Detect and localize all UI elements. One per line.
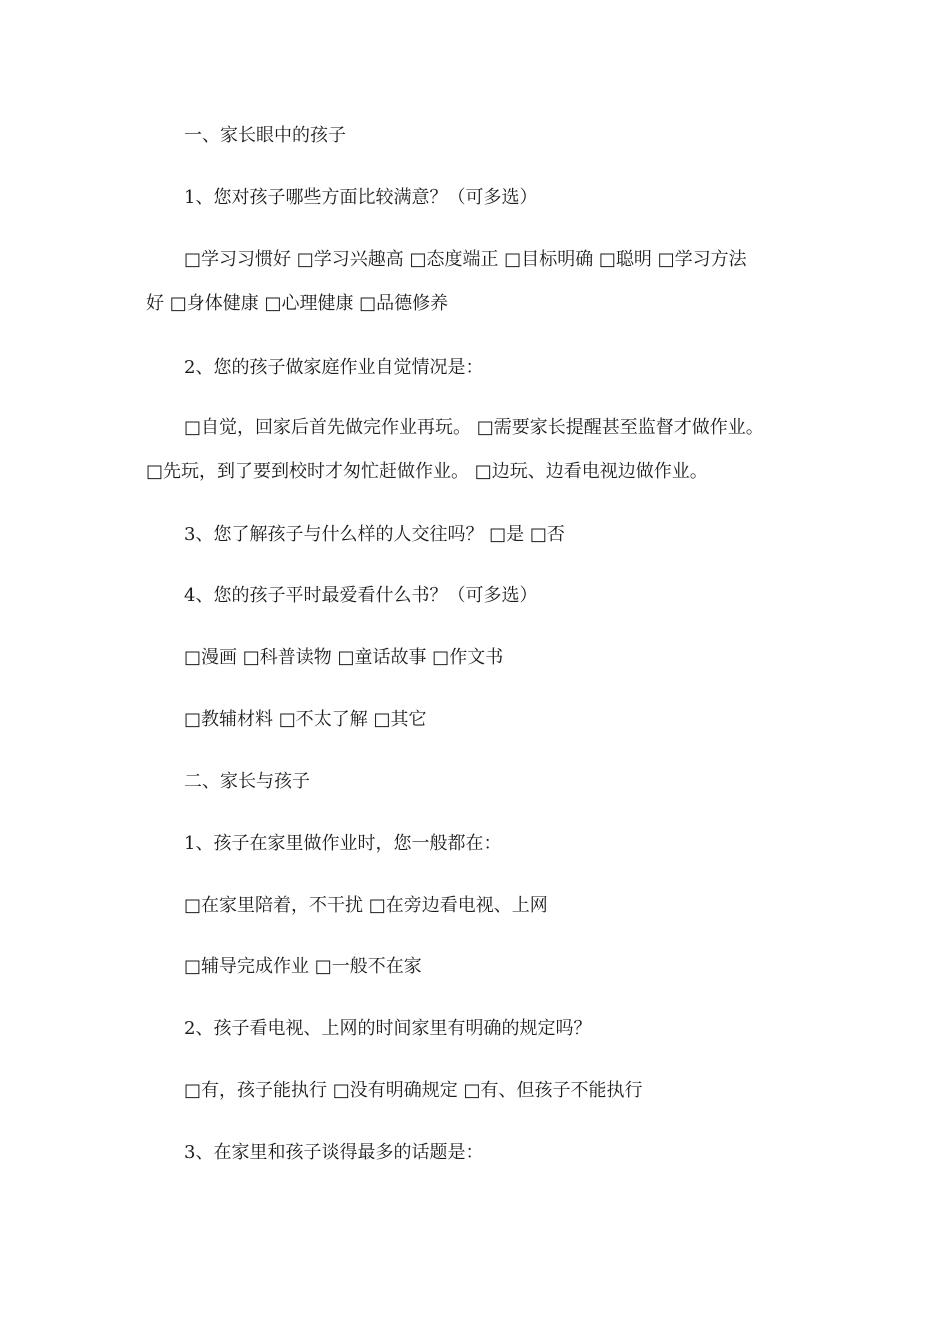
question-1-4-options-1: □漫画 □科普读物 □童话故事 □作文书 <box>184 647 504 668</box>
section-heading-2: 二、家长与孩子 <box>184 771 310 792</box>
question-1-2-options <box>146 406 826 494</box>
question-1-2: 2、您的孩子做家庭作业自觉情况是： <box>184 357 484 378</box>
question-1-3: 3、您了解孩子与什么样的人交往吗？ □是 □否 <box>184 524 565 545</box>
question-2-1-options-1: □在家里陪着，不干扰 □在旁边看电视、上网 <box>184 895 548 916</box>
question-1-1: 1、您对孩子哪些方面比较满意？（可多选） <box>184 187 538 208</box>
options-line: 好 □身体健康 □心理健康 □品德修养 <box>146 293 449 314</box>
question-2-3: 3、在家里和孩子谈得最多的话题是： <box>184 1142 484 1163</box>
question-2-1-options-2: □辅导完成作业 □一般不在家 <box>184 956 422 977</box>
question-2-1: 1、孩子在家里做作业时，您一般都在： <box>184 833 502 854</box>
section-heading-1: 一、家长眼中的孩子 <box>184 125 346 146</box>
question-1-1-options <box>146 238 826 326</box>
options-line: □先玩，到了要到校时才匆忙赶做作业。 □边玩、边看电视边做作业。 <box>146 461 708 482</box>
question-1-4-options-2: □教辅材料 □不太了解 □其它 <box>184 709 427 730</box>
question-1-4: 4、您的孩子平时最爱看什么书？（可多选） <box>184 585 538 606</box>
options-line: □学习习惯好 □学习兴趣高 □态度端正 □目标明确 □聪明 □学习方法 <box>184 249 747 270</box>
question-2-2-options: □有，孩子能执行 □没有明确规定 □有、但孩子不能执行 <box>184 1080 643 1101</box>
question-2-2: 2、孩子看电视、上网的时间家里有明确的规定吗？ <box>184 1018 592 1039</box>
options-line: □自觉，回家后首先做完作业再玩。 □需要家长提醒甚至监督才做作业。 <box>184 417 764 438</box>
